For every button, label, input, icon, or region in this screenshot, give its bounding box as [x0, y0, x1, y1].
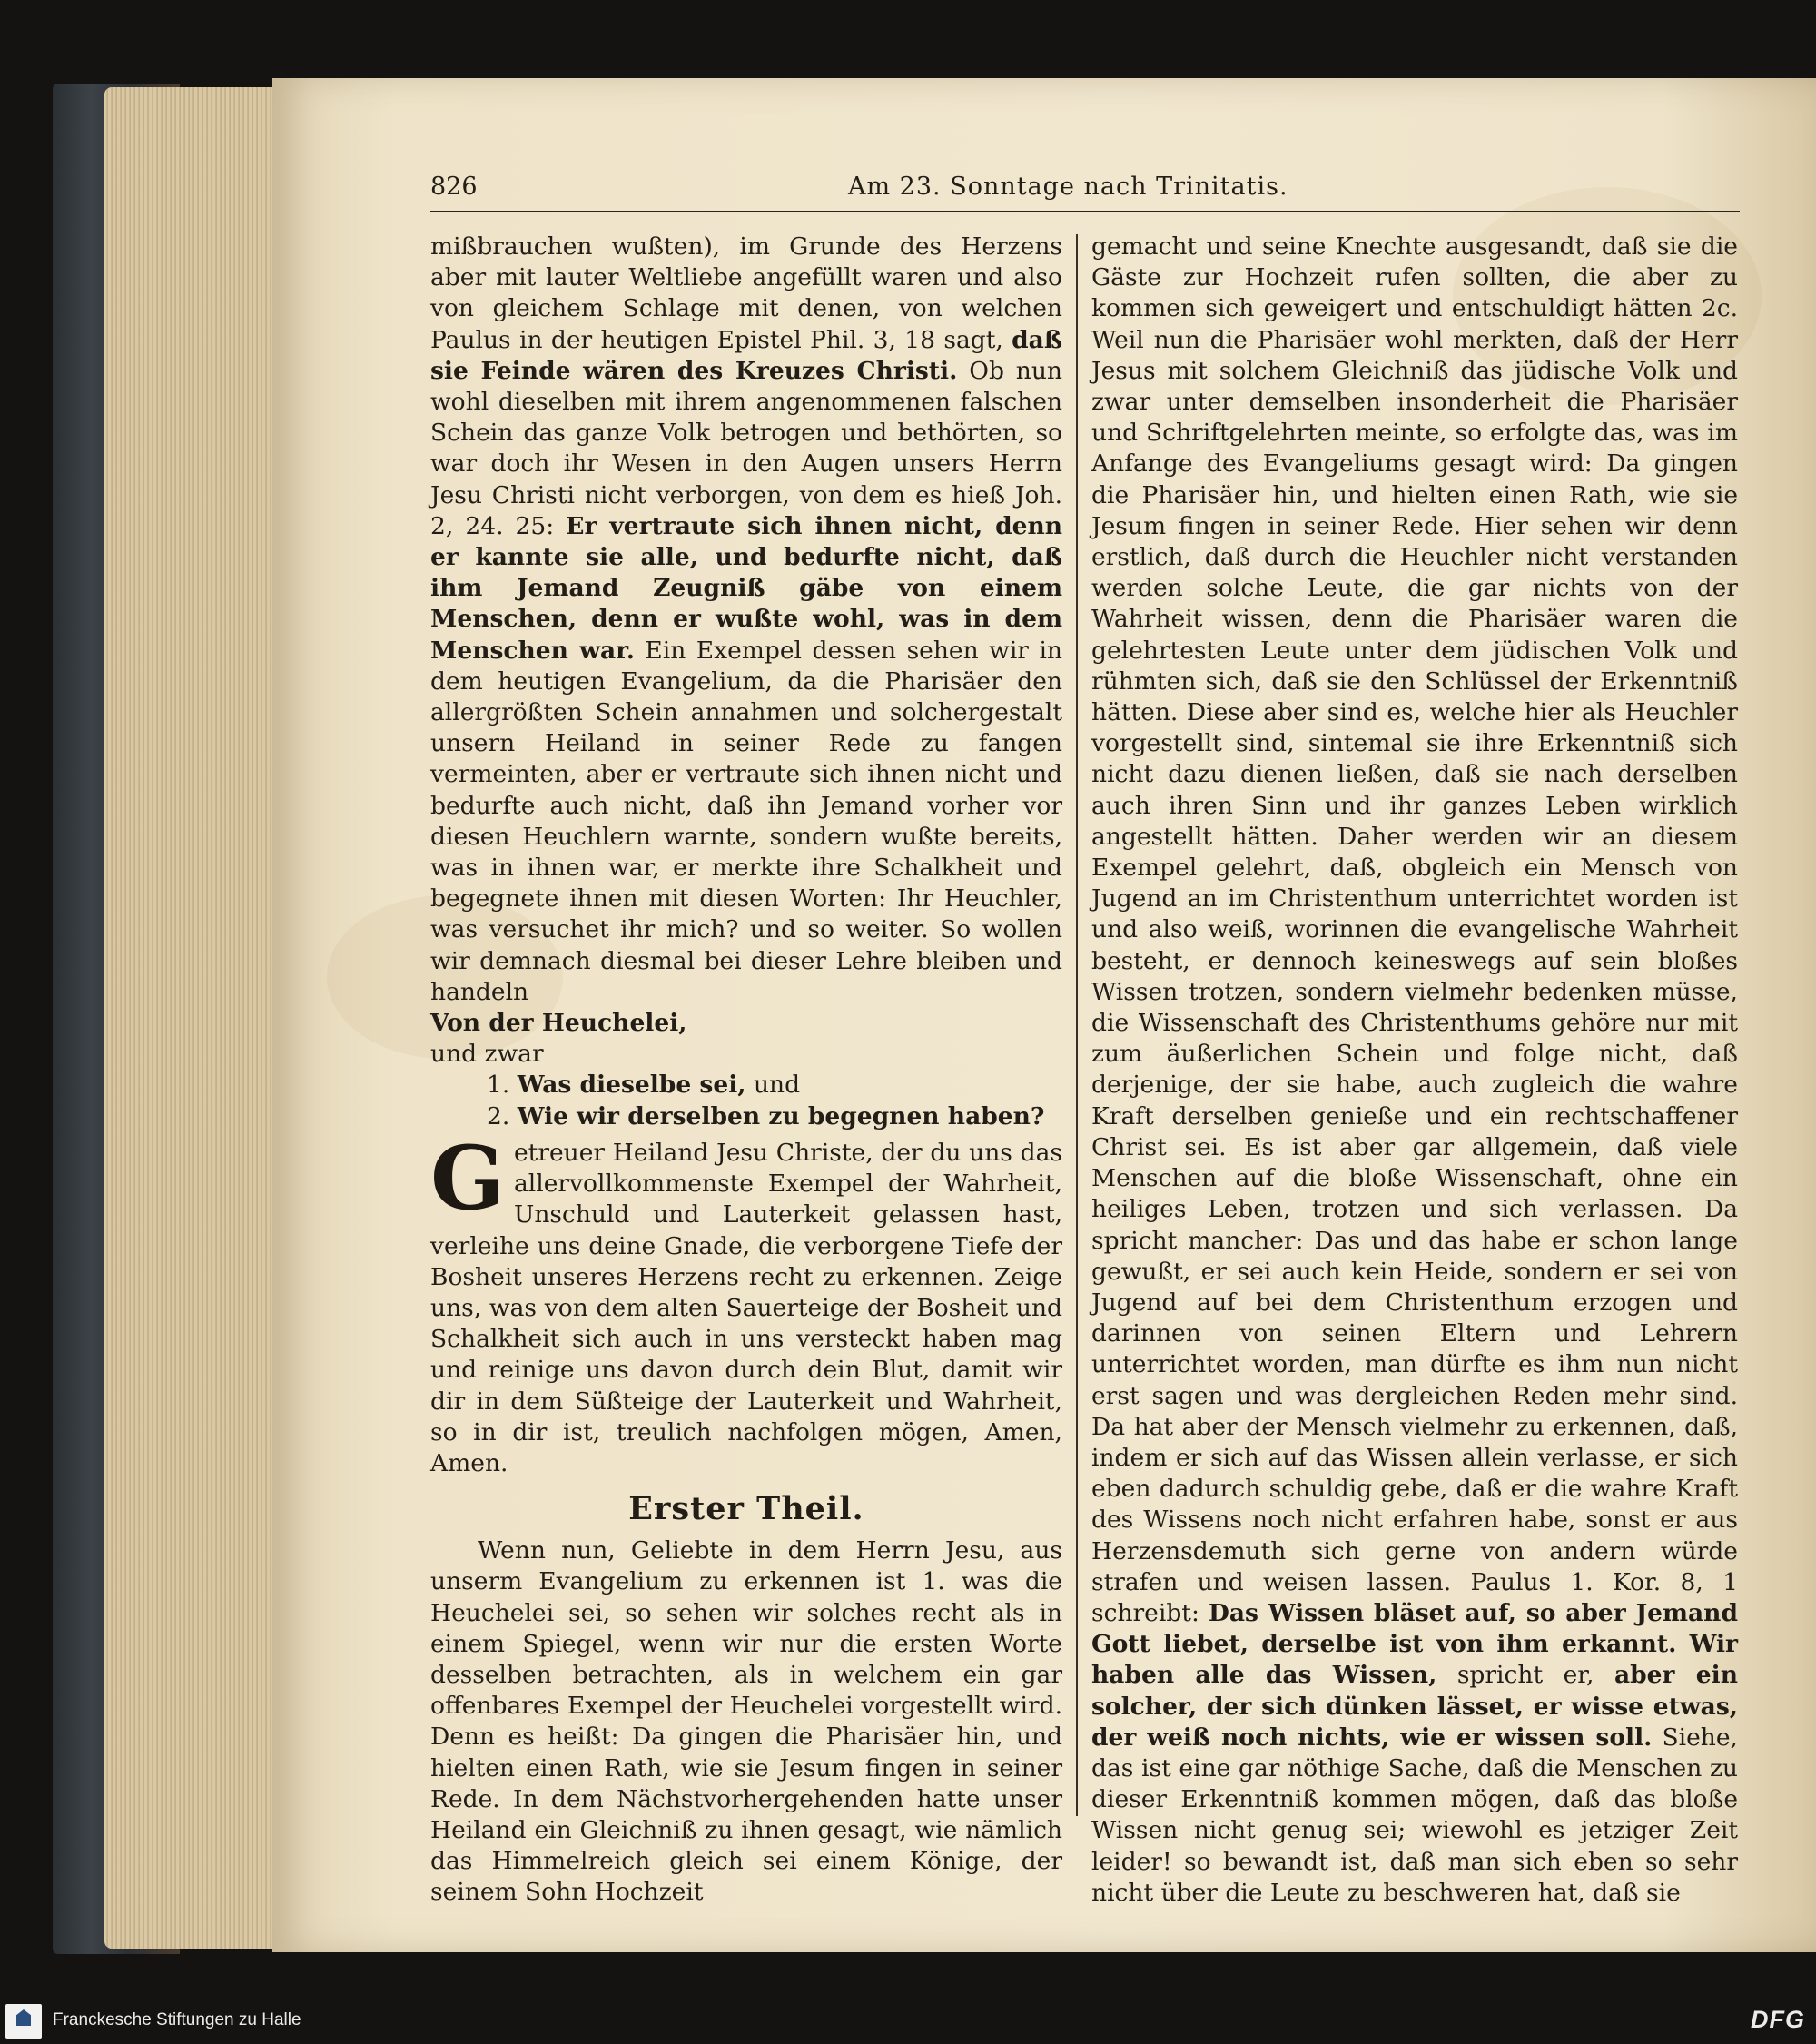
right-column: [1091, 232, 1738, 1909]
paragraph: [430, 232, 1062, 1008]
page-number: 826: [430, 173, 478, 201]
institution-name: Franckesche Stiftungen zu Halle: [53, 2010, 301, 2029]
header-rule: [430, 211, 1740, 212]
running-title: Am 23. Sonntage nach Trinitatis.: [848, 173, 1288, 201]
column-divider: [1076, 234, 1078, 1816]
text-run: Ein Exempel dessen sehen wir in dem heutigen Evangelium, da die Pharisäer den allergrößten Schein annahmen und solchergestalt unsern Heiland in seiner Rede zu fangen vermeinten, aber er vertraute sich ihnen nicht und bedurfte auch nicht, daß ihn Jemand vorher vor diesen Heuchlern warnte, sondern wußte bereits, was in ihnen war, er merkte ihre Schalkheit und begegnete ihnen mit diesen Worten: Ihr Heuchler, was versuchet ihr mich? und so weiter. So wollen wir demnach diesmal bei dieser Lehre bleiben und handeln: [430, 636, 1062, 1006]
drop-cap: G: [430, 1126, 505, 1229]
item-number: 1.: [487, 1071, 510, 1100]
text-run: Ob nun wohl dieselben mit ihrem angenommenen falschen Schein das ganze Volk betrogen und bethörten, so war doch ihr Wesen in den Augen unsers Herrn Jesu Christi nicht verborgen, von dem es hieß Joh. 2, 24. 25:: [430, 356, 1062, 540]
sermon-topic: Von der Heuchelei,: [430, 1009, 687, 1038]
text-run: Siehe, das ist eine gar nöthige Sache, daß die Menschen zu dieser Erkenntniß kommen mögen, daß das bloße Wissen nicht genug sei; wiewohl es jetziger Zeit leider! so bewandt ist, daß man sich eben so sehr nicht über die Leute zu beschweren hat, daß sie: [1091, 1723, 1738, 1907]
page-stack: [104, 87, 286, 1949]
und-zwar: und zwar: [430, 1040, 544, 1069]
prayer-paragraph: [430, 1126, 1062, 1479]
dfg-logo: DFG: [1751, 2006, 1805, 2033]
text-run: etreuer Heiland Jesu Christe, der du uns das allervollkommenste Exempel der Wahrheit, Unschuld und Lauterkeit gelassen hast, verleihe uns deine Gnade, die verborgene Tiefe der Bosheit unseres Herzens recht zu erkennen. Zeige uns, was von dem alten Sauerteige der Bosheit und Schalkheit sich auch in uns versteckt haben mag und reinige uns davon durch dein Blut, damit wir dir in dem Süßteige der Lauterkeit und Wahrheit, so in dir ist, treulich nachfolgen mögen, Amen, Amen.: [430, 1138, 1062, 1477]
text-run: gemacht und seine Knechte ausgesandt, daß sie die Gäste zur Hochzeit rufen sollten, die aber zu kommen sich geweigert und entschuldigt hätten 2c. Weil nun die Pharisäer wohl merkten, daß der Herr Jesus mit solchem Gleichniß das jüdische Volk und zwar unter demselben insonderheit die Pharisäer und Schriftgelehrten meinte, so erfolgte das, was im Anfange des Evangeliums gesagt wird: Da gingen die Pharisäer hin, und hielten einen Rath, wie sie Jesum fingen in seiner Rede. Hier sehen wir denn erstlich, daß durch die Heuchler nicht verstanden werden solche Leute, die gar nichts von der Wahrheit wissen, denn die Pharisäer waren die gelehrtesten Leute unter dem jüdischen Volk und rühmten sich, daß sie den Schlüssel der Erkenntniß hätten. Diese aber sind es, welche hier als Heuchler vorgestellt sind, sintemal sie ihre Erkenntniß sich nicht dazu dienen ließen, daß sie nach derselben auch ihren Sinn und ihr ganzes Leben wirklich angestellt hätten. Daher werden wir an diesem Exempel gelehrt, daß, obgleich ein Mensch von Jugend an im Christenthum unterrichtet worden ist und also weiß, worinnen die evangelische Wahrheit besteht, er dennoch keineswegs auf sein bloßes Wissen trotzen, sondern vielmehr bedenken müsse, die Wissenschaft des Christenthums gehöre nur mit zum äußerlichen Schein und folge nicht, daß derjenige, der sie habe, auch zugleich die wahre Kraft derselben genieße und ein rechtschaffener Christ sei. Es ist aber gar allgemein, daß viele Menschen auf die bloße Wissenschaft, ohne ein heiliges Leben, trotzen und sich verlassen. Da spricht mancher: Das und das habe er schon lange gewußt, er sei auch kein Heide, sondern er sei von Jugend auf bei dem Christenthum erzogen und darinnen von seinen Eltern und Lehrern unterrichtet worden, man dürfte es ihm nun nicht erst sagen und was dergleichen Reden mehr sind. Da hat aber der Mensch vielmehr zu erkennen, daß, indem er sich auf das Wissen allein verlasse, er sich eben dadurch schuldig gebe, daß er die wahre Kraft des Wissens noch nicht erfahren habe, sonst er aus Herzensdemuth sich gerne von andern würde strafen und weisen lassen. Paulus 1. Kor. 8, 1 schreibt:: [1091, 232, 1738, 1627]
running-header: [430, 169, 1738, 207]
item-text: und: [753, 1071, 801, 1100]
text-run: mißbrauchen wußten), im Grunde des Herzens aber mit lauter Weltliebe angefüllt waren und also von gleichem Schlage mit denen, von welchen Paulus in der heutigen Epistel Phil. 3, 18 sagt,: [430, 232, 1062, 354]
text-run: Wenn nun, Geliebte in dem Herrn Jesu, aus unserm Evangelium zu erkennen ist 1. was die Heuchelei sei, so sehen wir solches recht als in einem Spiegel, wenn wir nur die ersten Worte desselben betrachten, als in welchem ein gar offenbares Exempel der Heuchelei vorgestellt wird. Denn es heißt: Da gingen die Pharisäer hin, und hielten einen Rath, wie sie Jesum fingen in seiner Rede. In dem Nächstvorhergehenden hatte unser Heiland ein Gleichniß zu ihnen gesagt, wie nämlich das Himmelreich gleich sei einem Könige, der seinem Sohn Hochzeit: [430, 1536, 1062, 1907]
bold-quote: Er vertraute sich ihnen nicht, denn er kannte sie alle, und bedurfte nicht, daß ihm Jemand Zeugniß gäbe von einem Menschen, denn er wußte wohl, was in dem Menschen war.: [430, 511, 1062, 665]
bold-quote: aber ein solcher, der sich dünken lässet, er wisse etwas, der weiß noch nichts, wie er wissen soll.: [1091, 1661, 1738, 1752]
paragraph: [1091, 232, 1738, 1909]
left-column: [430, 232, 1062, 1909]
bold-quote: daß sie Feinde wären des Kreuzes Christi.: [430, 325, 1062, 385]
viewer-footer: [0, 1999, 1816, 2044]
francke-logo-icon: [5, 2004, 42, 2039]
outline-item: [430, 1101, 1062, 1132]
paragraph: [430, 1535, 1062, 1908]
text-run: spricht er,: [1456, 1661, 1594, 1690]
outline-item: [430, 1070, 1062, 1101]
section-title: Erster Theil.: [628, 1490, 864, 1528]
bold-quote: Das Wissen bläset auf, so aber Jemand Gott liebet, derselbe ist von ihm erkannt. Wir haben alle das Wissen,: [1091, 1598, 1738, 1690]
item-text: Was dieselbe sei,: [517, 1071, 746, 1100]
item-text: Wie wir derselben zu begegnen haben?: [517, 1101, 1045, 1131]
item-number: 2.: [487, 1101, 510, 1131]
